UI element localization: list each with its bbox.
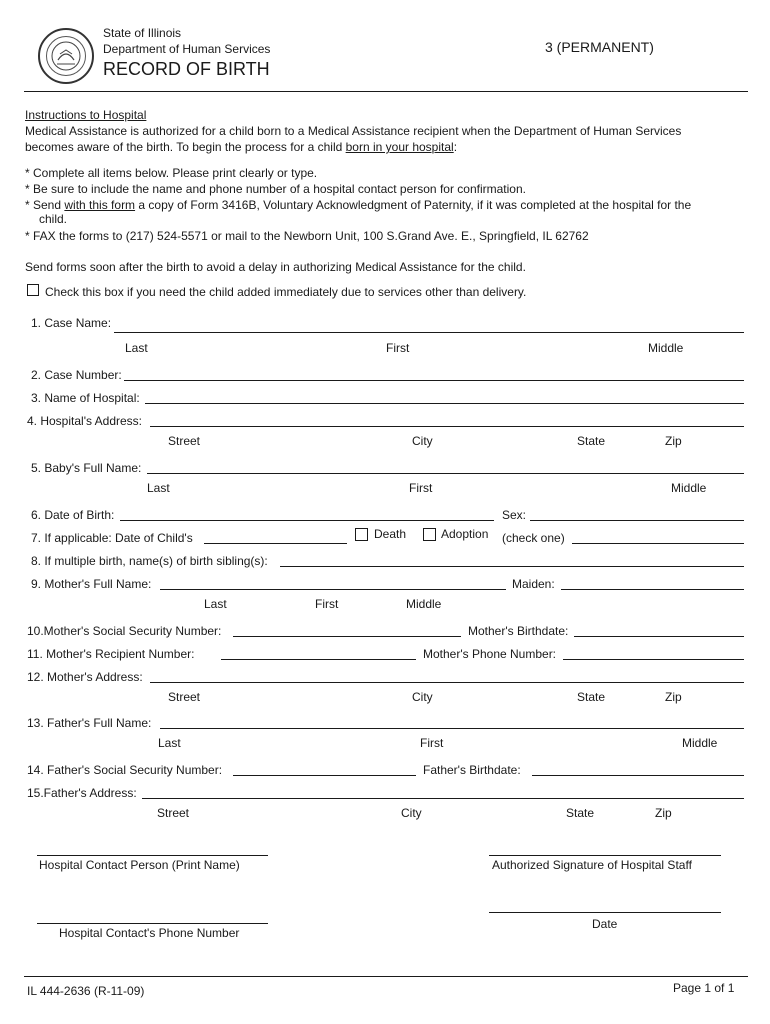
father-name-label: 13. Father's Full Name: [27,716,152,730]
check-one-label: (check one) [502,531,565,545]
illinois-state-seal-icon [38,28,94,84]
death-label: Death [374,527,407,541]
child-event-date-field[interactable] [204,543,347,544]
adoption-checkbox[interactable] [423,528,436,541]
mother-phone-field[interactable] [563,659,744,660]
sex-label: Sex: [502,508,527,522]
instruction-bullet-cont: child. [39,212,68,226]
instruction-bullet: * Send with this form a copy of Form 3416B, Voluntary Acknowledgment of Paternity, if it was completed at the hospital for the [25,198,692,212]
contact-phone-field[interactable] [37,923,268,924]
sub-label-last: Last [125,341,148,355]
baby-name-field[interactable] [147,473,744,474]
header-divider [24,91,748,92]
father-address-label: 15.Father's Address: [27,786,137,800]
mother-name-label: 9. Mother's Full Name: [31,577,152,591]
contact-person-field[interactable] [37,855,268,856]
footer-divider [24,976,748,977]
sub-label-first: First [386,341,410,355]
instruction-bullet: * FAX the forms to (217) 524-5571 or mail to the Newborn Unit, 100 S.Grand Ave. E., Springfield, IL 62762 [25,229,589,243]
hospital-name-label: 3. Name of Hospital: [31,391,140,405]
mother-recipient-label: 11. Mother's Recipient Number: [27,647,195,661]
contact-phone-label: Hospital Contact's Phone Number [59,926,240,940]
sub-label-city: City [412,690,433,704]
agency-department: Department of Human Services [103,42,271,56]
sub-label-last: Last [204,597,227,611]
contact-person-label: Hospital Contact Person (Print Name) [39,858,240,872]
mother-address-label: 12. Mother's Address: [27,670,143,684]
case-number-field[interactable] [124,380,744,381]
mother-ssn-field[interactable] [233,636,461,637]
sub-label-middle: Middle [648,341,684,355]
sub-label-city: City [412,434,433,448]
hospital-name-field[interactable] [145,403,744,404]
sub-label-middle: Middle [406,597,442,611]
sub-label-street: Street [168,690,201,704]
instruction-bullet: * Complete all items below. Please print clearly or type. [25,166,318,180]
mother-ssn-label: 10.Mother's Social Security Number: [27,624,222,638]
sub-label-middle: Middle [671,481,707,495]
if-applicable-label: 7. If applicable: Date of Child's [31,531,193,545]
authorized-signature-field[interactable] [489,855,721,856]
sub-label-state: State [577,690,606,704]
dob-field[interactable] [120,520,494,521]
page-number: Page 1 of 1 [673,981,735,995]
dob-label: 6. Date of Birth: [31,508,115,522]
instructions-para-line2: becomes aware of the birth. To begin the process for a child born in your hospital: [25,140,458,154]
sub-label-first: First [315,597,339,611]
adoption-label: Adoption [441,527,489,541]
father-ssn-field[interactable] [233,775,416,776]
form-title: RECORD OF BIRTH [103,59,270,79]
authorized-signature-label: Authorized Signature of Hospital Staff [492,858,692,872]
copy-label: 3 (PERMANENT) [545,39,654,55]
hospital-address-field[interactable] [150,426,744,427]
mother-address-field[interactable] [150,682,744,683]
instructions-para-line1: Medical Assistance is authorized for a child born to a Medical Assistance recipient when the Department of Human Services [25,124,682,138]
sub-label-street: Street [157,806,190,820]
agency-state: State of Illinois [103,26,182,40]
baby-name-label: 5. Baby's Full Name: [31,461,142,475]
immediate-add-checkbox[interactable] [27,284,39,296]
instruction-bullet: * Be sure to include the name and phone number of a hospital contact person for confirmation. [25,182,526,196]
father-ssn-label: 14. Father's Social Security Number: [27,763,223,777]
maiden-label: Maiden: [512,577,555,591]
sub-label-state: State [566,806,595,820]
mother-phone-label: Mother's Phone Number: [423,647,557,661]
hospital-address-label: 4. Hospital's Address: [27,414,143,428]
sub-label-zip: Zip [655,806,672,820]
case-name-label: 1. Case Name: [31,316,112,330]
sub-label-first: First [409,481,433,495]
instructions-heading: Instructions to Hospital [25,108,147,122]
send-soon-text: Send forms soon after the birth to avoid a delay in authorizing Medical Assistance for the child. [25,260,526,274]
mother-birthdate-field[interactable] [574,636,744,637]
date-label: Date [592,917,618,931]
case-number-label: 2. Case Number: [31,368,122,382]
sex-field[interactable] [530,520,744,521]
sub-label-city: City [401,806,422,820]
sub-label-street: Street [168,434,201,448]
check-one-field[interactable] [572,543,744,544]
mother-birthdate-label: Mother's Birthdate: [468,624,569,638]
maiden-field[interactable] [561,589,744,590]
mother-recipient-field[interactable] [221,659,416,660]
mother-name-field[interactable] [160,589,506,590]
death-checkbox[interactable] [355,528,368,541]
sub-label-last: Last [158,736,181,750]
siblings-field[interactable] [280,566,744,567]
form-number: IL 444-2636 (R-11-09) [27,984,145,998]
sub-label-middle: Middle [682,736,718,750]
siblings-label: 8. If multiple birth, name(s) of birth sibling(s): [31,554,268,568]
father-birthdate-field[interactable] [532,775,744,776]
father-address-field[interactable] [142,798,744,799]
immediate-add-label: Check this box if you need the child added immediately due to services other than delivery. [45,285,527,299]
sub-label-zip: Zip [665,690,682,704]
date-field[interactable] [489,912,721,913]
sub-label-zip: Zip [665,434,682,448]
case-name-field[interactable] [114,332,744,333]
sub-label-last: Last [147,481,170,495]
sub-label-first: First [420,736,444,750]
sub-label-state: State [577,434,606,448]
father-birthdate-label: Father's Birthdate: [423,763,521,777]
father-name-field[interactable] [160,728,744,729]
